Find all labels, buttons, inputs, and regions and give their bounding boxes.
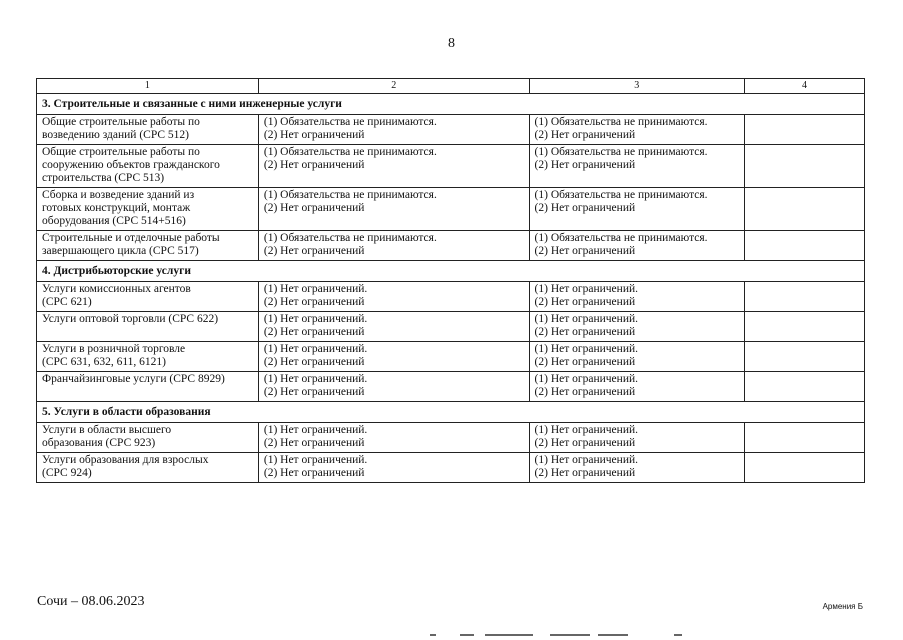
- cell-line: Общие строительные работы по: [42, 116, 200, 128]
- cell-line: (1) Обязательства не принимаются.: [534, 189, 708, 201]
- cell-line: Услуги в области высшего: [42, 424, 172, 436]
- additional-commitments-cell: [745, 453, 865, 483]
- commitment-cell-market-access: [258, 423, 529, 453]
- additional-commitments-cell: [745, 342, 865, 372]
- table-row: [37, 453, 865, 483]
- table-row: [37, 372, 865, 402]
- table-row: [37, 188, 865, 231]
- section-header-row: [37, 402, 865, 423]
- cell-line: образования (СРС 923): [42, 437, 156, 449]
- cell-line: (СРС 924): [42, 467, 92, 479]
- section-title: 5. Услуги в области образования: [37, 402, 865, 423]
- additional-commitments-cell: [745, 188, 865, 231]
- cell-line: (1) Нет ограничений.: [263, 283, 368, 295]
- cell-line: (1) Нет ограничений.: [263, 454, 368, 466]
- cell-line: (СРС 631, 632, 611, 6121): [42, 356, 166, 368]
- section-title: 3. Строительные и связанные с ними инженерные услуги: [37, 94, 865, 115]
- cell-line: Франчайзинговые услуги (СРС 8929): [42, 373, 225, 385]
- service-cell: [37, 188, 259, 231]
- additional-commitments-cell: [745, 115, 865, 145]
- cell-line: строительства (СРС 513): [42, 172, 165, 184]
- cell-line: (2) Нет ограничений: [534, 437, 636, 449]
- cell-line: (2) Нет ограничений: [263, 437, 365, 449]
- service-cell: [37, 453, 259, 483]
- additional-commitments-cell: [745, 312, 865, 342]
- cell-line: (1) Нет ограничений.: [534, 313, 638, 325]
- commitment-cell-market-access: [258, 372, 529, 402]
- scan-artifact-marks: [430, 634, 730, 637]
- commitment-cell-national-treatment: [529, 342, 744, 372]
- cell-line: (2) Нет ограничений: [534, 129, 636, 141]
- commitment-cell-national-treatment: [529, 312, 744, 342]
- service-cell: [37, 312, 259, 342]
- cell-line: (2) Нет ограничений: [263, 356, 365, 368]
- cell-line: готовых конструкций, монтаж: [42, 202, 191, 214]
- service-cell: [37, 231, 259, 261]
- service-cell: [37, 115, 259, 145]
- cell-line: Услуги комиссионных агентов: [42, 283, 191, 295]
- cell-line: Общие строительные работы по: [42, 146, 200, 158]
- footer-place-date: Сочи – 08.06.2023: [37, 594, 145, 609]
- cell-line: (2) Нет ограничений: [534, 326, 636, 338]
- commitment-cell-national-treatment: [529, 115, 744, 145]
- commitment-cell-national-treatment: [529, 372, 744, 402]
- cell-line: оборудования (СРС 514+516): [42, 215, 186, 227]
- commitment-cell-national-treatment: [529, 145, 744, 188]
- cell-line: (2) Нет ограничений: [534, 356, 636, 368]
- cell-line: (1) Обязательства не принимаются.: [534, 232, 708, 244]
- cell-line: (1) Нет ограничений.: [534, 424, 638, 436]
- cell-line: (2) Нет ограничений: [263, 245, 365, 257]
- cell-line: (1) Нет ограничений.: [263, 373, 368, 385]
- cell-line: (1) Нет ограничений.: [263, 424, 368, 436]
- cell-line: (1) Нет ограничений.: [534, 454, 638, 466]
- cell-line: (2) Нет ограничений: [534, 467, 636, 479]
- cell-line: (1) Нет ограничений.: [263, 313, 368, 325]
- commitment-cell-market-access: [258, 188, 529, 231]
- cell-line: (СРС 621): [42, 296, 92, 308]
- commitments-table: [36, 78, 865, 483]
- commitment-cell-market-access: [258, 231, 529, 261]
- cell-line: (1) Нет ограничений.: [263, 343, 368, 355]
- cell-line: (2) Нет ограничений: [534, 245, 636, 257]
- commitment-cell-market-access: [258, 115, 529, 145]
- table-row: [37, 342, 865, 372]
- footer-country-mark: Армения Б: [822, 602, 863, 611]
- cell-line: (2) Нет ограничений: [534, 296, 636, 308]
- cell-line: Строительные и отделочные работы: [42, 232, 220, 244]
- commitment-cell-national-treatment: [529, 282, 744, 312]
- cell-line: (2) Нет ограничений: [263, 467, 365, 479]
- cell-line: (2) Нет ограничений: [263, 159, 365, 171]
- cell-line: Услуги в розничной торговле: [42, 343, 186, 355]
- commitment-cell-national-treatment: [529, 423, 744, 453]
- additional-commitments-cell: [745, 423, 865, 453]
- commitment-cell-market-access: [258, 453, 529, 483]
- section-header-row: [37, 261, 865, 282]
- additional-commitments-cell: [745, 231, 865, 261]
- cell-line: (2) Нет ограничений: [534, 202, 636, 214]
- cell-line: (1) Нет ограничений.: [534, 373, 638, 385]
- table-row: [37, 231, 865, 261]
- header-col-2: 2: [258, 79, 529, 94]
- commitment-cell-national-treatment: [529, 453, 744, 483]
- cell-line: (2) Нет ограничений: [263, 326, 365, 338]
- header-col-1: 1: [37, 79, 259, 94]
- commitment-cell-market-access: [258, 282, 529, 312]
- cell-line: (1) Обязательства не принимаются.: [263, 116, 437, 128]
- cell-line: (2) Нет ограничений: [534, 159, 636, 171]
- commitment-cell-market-access: [258, 145, 529, 188]
- table-row: [37, 282, 865, 312]
- cell-line: (1) Обязательства не принимаются.: [263, 146, 437, 158]
- commitment-cell-market-access: [258, 312, 529, 342]
- cell-line: (1) Нет ограничений.: [534, 343, 638, 355]
- page-number: 8: [448, 36, 455, 51]
- cell-line: (2) Нет ограничений: [263, 296, 365, 308]
- section-title: 4. Дистрибьюторские услуги: [37, 261, 865, 282]
- cell-line: сооружению объектов гражданского: [42, 159, 220, 171]
- cell-line: Услуги оптовой торговли (СРС 622): [42, 313, 219, 325]
- cell-line: Сборка и возведение зданий из: [42, 189, 195, 201]
- cell-line: (1) Обязательства не принимаются.: [534, 116, 708, 128]
- cell-line: завершающего цикла (СРС 517): [42, 245, 199, 257]
- header-col-3: 3: [529, 79, 744, 94]
- table-row: [37, 145, 865, 188]
- cell-line: возведению зданий (СРС 512): [42, 129, 189, 141]
- cell-line: (1) Обязательства не принимаются.: [534, 146, 708, 158]
- service-cell: [37, 282, 259, 312]
- additional-commitments-cell: [745, 282, 865, 312]
- cell-line: (2) Нет ограничений: [263, 129, 365, 141]
- table-row: [37, 312, 865, 342]
- commitment-cell-national-treatment: [529, 188, 744, 231]
- table-row: [37, 423, 865, 453]
- service-cell: [37, 342, 259, 372]
- commitment-cell-national-treatment: [529, 231, 744, 261]
- cell-line: (1) Обязательства не принимаются.: [263, 189, 437, 201]
- service-cell: [37, 423, 259, 453]
- additional-commitments-cell: [745, 372, 865, 402]
- cell-line: (1) Нет ограничений.: [534, 283, 638, 295]
- header-row: [37, 79, 865, 94]
- additional-commitments-cell: [745, 145, 865, 188]
- cell-line: (1) Обязательства не принимаются.: [263, 232, 437, 244]
- cell-line: Услуги образования для взрослых: [42, 454, 209, 466]
- header-col-4: 4: [745, 79, 865, 94]
- cell-line: (2) Нет ограничений: [534, 386, 636, 398]
- commitment-cell-market-access: [258, 342, 529, 372]
- table-row: [37, 115, 865, 145]
- cell-line: (2) Нет ограничений: [263, 202, 365, 214]
- cell-line: (2) Нет ограничений: [263, 386, 365, 398]
- service-cell: [37, 145, 259, 188]
- service-cell: [37, 372, 259, 402]
- section-header-row: [37, 94, 865, 115]
